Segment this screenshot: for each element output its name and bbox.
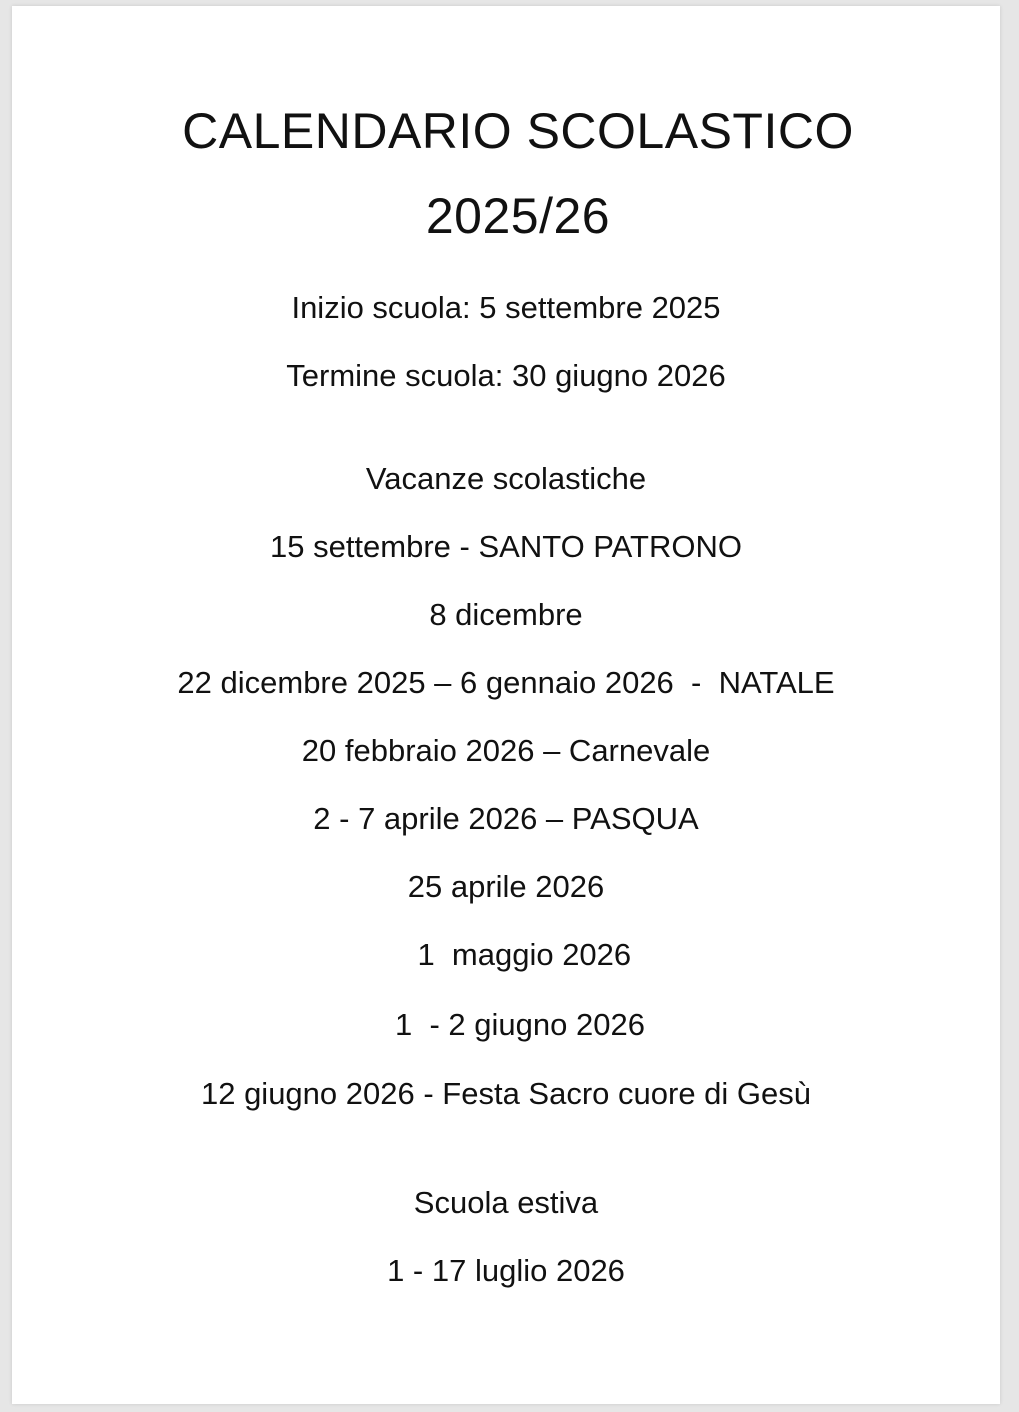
- holidays-heading: Vacanze scolastiche: [365, 461, 647, 496]
- holiday-item: 12 giugno 2026 - Festa Sacro cuore di Gesù: [200, 1076, 812, 1111]
- holiday-item: 15 settembre - SANTO PATRONO: [269, 529, 742, 564]
- summer-heading: Scuola estiva: [413, 1185, 599, 1220]
- holiday-item: 22 dicembre 2025 – 6 gennaio 2026 - NATALE: [177, 665, 835, 700]
- summer-dates: 1 - 17 luglio 2026: [387, 1253, 625, 1288]
- holiday-item: 25 aprile 2026: [407, 869, 605, 904]
- title-line-2: 2025/26: [425, 188, 611, 244]
- holiday-item: 1 maggio 2026: [408, 937, 632, 972]
- holiday-item: 2 - 7 aprile 2026 – PASQUA: [313, 801, 699, 836]
- school-start: Inizio scuola: 5 settembre 2025: [291, 290, 721, 325]
- document-page: [12, 6, 1000, 1404]
- holiday-item: 20 febbraio 2026 – Carnevale: [301, 733, 711, 768]
- holiday-item: 8 dicembre: [429, 597, 583, 632]
- title-line-1: CALENDARIO SCOLASTICO: [182, 103, 854, 159]
- holiday-item: 1 - 2 giugno 2026: [395, 1007, 645, 1042]
- school-end: Termine scuola: 30 giugno 2026: [286, 358, 726, 393]
